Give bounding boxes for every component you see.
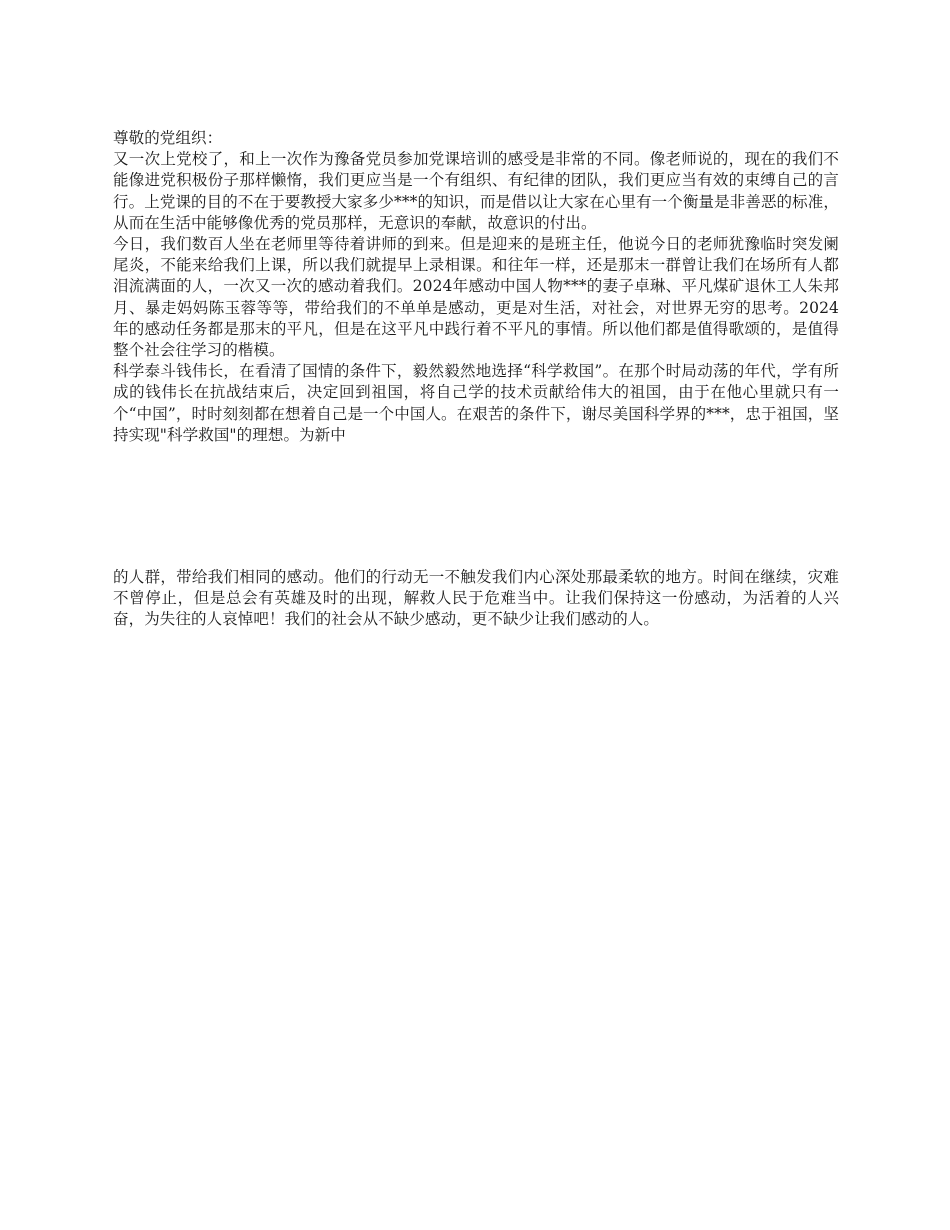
paragraph-closing: 的人群，带给我们相同的感动。他们的行动无一不触发我们内心深处那最柔软的地方。时间在继续，灾难不曾停止，但是总会有英雄及时的出现，解救人民于危难当中。让我们保持这一份感动，为活着的人兴奋，为失往的人哀悼吧！我们的社会从不缺少感动，更不缺少让我们感动的人。 bbox=[113, 568, 839, 629]
document-body-bottom bbox=[113, 567, 839, 631]
paragraph-qian-weichang: 科学泰斗钱伟长，在看清了国情的条件下，毅然毅然地选择“科学救国”。在那个时局动荡的年代，学有所成的钱伟长在抗战结束后，决定回到祖国，将自己学的技术贡献给伟大的祖国，由于在他心里就只有一个“中国”，时时刻刻都在想着自己是一个中国人。在艰苦的条件下，谢尽美国科学界的***，忠于祖国，坚持实现"科学救国"的理想。为新中 bbox=[113, 362, 840, 444]
paragraph-party-school: 又一次上党校了，和上一次作为豫备党员参加党课培训的感受是非常的不同。像老师说的，现在的我们不能像进党积极份子那样懒惰，我们更应当是一个有组织、有纪律的团队，我们更应当有效的束缚自己的言行。上党课的目的不在于要教授大家多少***的知识，而是借以让大家在心里有一个衡量是非善恶的标准，从而在生活中能够像优秀的党员那样，无意识的奉献，故意识的付出。 bbox=[113, 150, 839, 232]
document-body-top bbox=[113, 128, 839, 446]
salutation: 尊敬的党组织： bbox=[113, 129, 223, 147]
paragraph-touching-china: 今日，我们数百人坐在老师里等待着讲师的到来。但是迎来的是班主任，他说今日的老师犹豫临时突发阑尾炎，不能来给我们上课，所以我们就提早上录相课。和往年一样，还是那末一群曾让我们在场所有人都泪流满面的人，一次又一次的感动着我们。2024年感动中国人物***的妻子卓琳、平凡煤矿退休工人朱邦月、暴走妈妈陈玉蓉等等，带给我们的不单单是感动，更是对生活，对社会，对世界无穷的思考。2024年的感动任务都是那末的平凡，但是在这平凡中践行着不平凡的事情。所以他们都是值得歌颂的，是值得整个社会往学习的楷模。 bbox=[113, 235, 839, 360]
